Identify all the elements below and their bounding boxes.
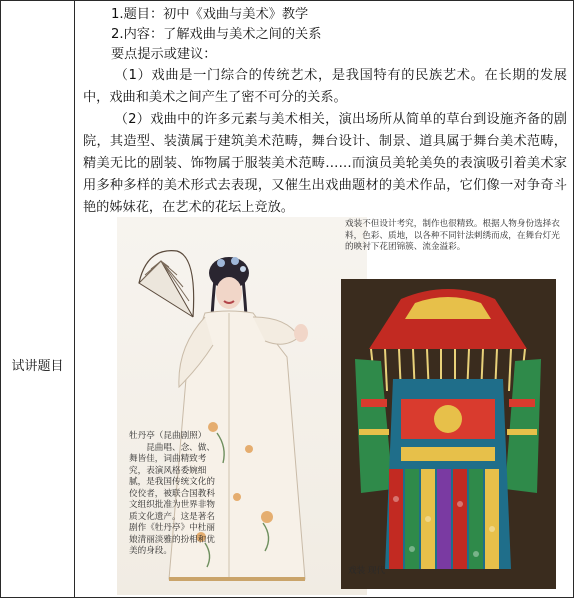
label-cell	[1, 1, 74, 597]
peony-caption-title: 牡丹亭（昆曲剧照）	[129, 431, 207, 441]
opera-costume-illustration	[341, 279, 556, 589]
content-cell	[75, 1, 574, 597]
folding-fan-icon	[139, 251, 194, 317]
costume-caption: 戏装不但设计考究，制作也很精致。根据人物身份选择衣料，色彩、质地，以各种不同针法刺绣而成，在舞台灯光的映衬下花团锦簇、流金溢彩。	[345, 219, 560, 252]
opera-costume-photo	[341, 279, 556, 589]
row-label: 试讲题目	[11, 359, 64, 374]
tips-heading: 要点提示或建议：	[111, 47, 217, 62]
content-line: 2.内容：了解戏曲与美术之间的关系	[111, 27, 322, 42]
paragraph-2: （2）戏曲中的许多元素与美术相关，演出场所从简单的草台到设施齐备的剧院，其造型、装潢属于建筑美术范畴，舞台设计、制景、道具属于舞台美术范畴，精美无比的剧装、饰物属于服装美术范畴……而演员美轮美奂的表演吸引着美术家用多种多样的美术形式去表现，又催生出戏曲题材的美术作品，它们像一对争奇斗艳的姊妹花，在艺术的花坛上竞放。	[83, 112, 567, 215]
paragraph-1: （1）戏曲是一门综合的传统艺术，是我国特有的民族艺术。在长期的发展中，戏曲和美术之间产生了密不可分的关系。	[83, 68, 567, 105]
peony-caption-body: 昆曲唱、念、做、舞皆佳，词曲精致考究，表演风格委婉细腻，是我国传统文化的佼佼者，被联合国教科文组织批准为世界非物质文化遗产。这是著名剧作《牡丹亭》中杜丽娘清丽淡雅的扮相和优美的身段。	[129, 442, 215, 556]
topic-line: 1.题目：初中《戏曲与美术》教学	[111, 7, 309, 22]
peony-caption	[129, 431, 215, 558]
costume-label: 戏装 现代	[348, 566, 386, 576]
